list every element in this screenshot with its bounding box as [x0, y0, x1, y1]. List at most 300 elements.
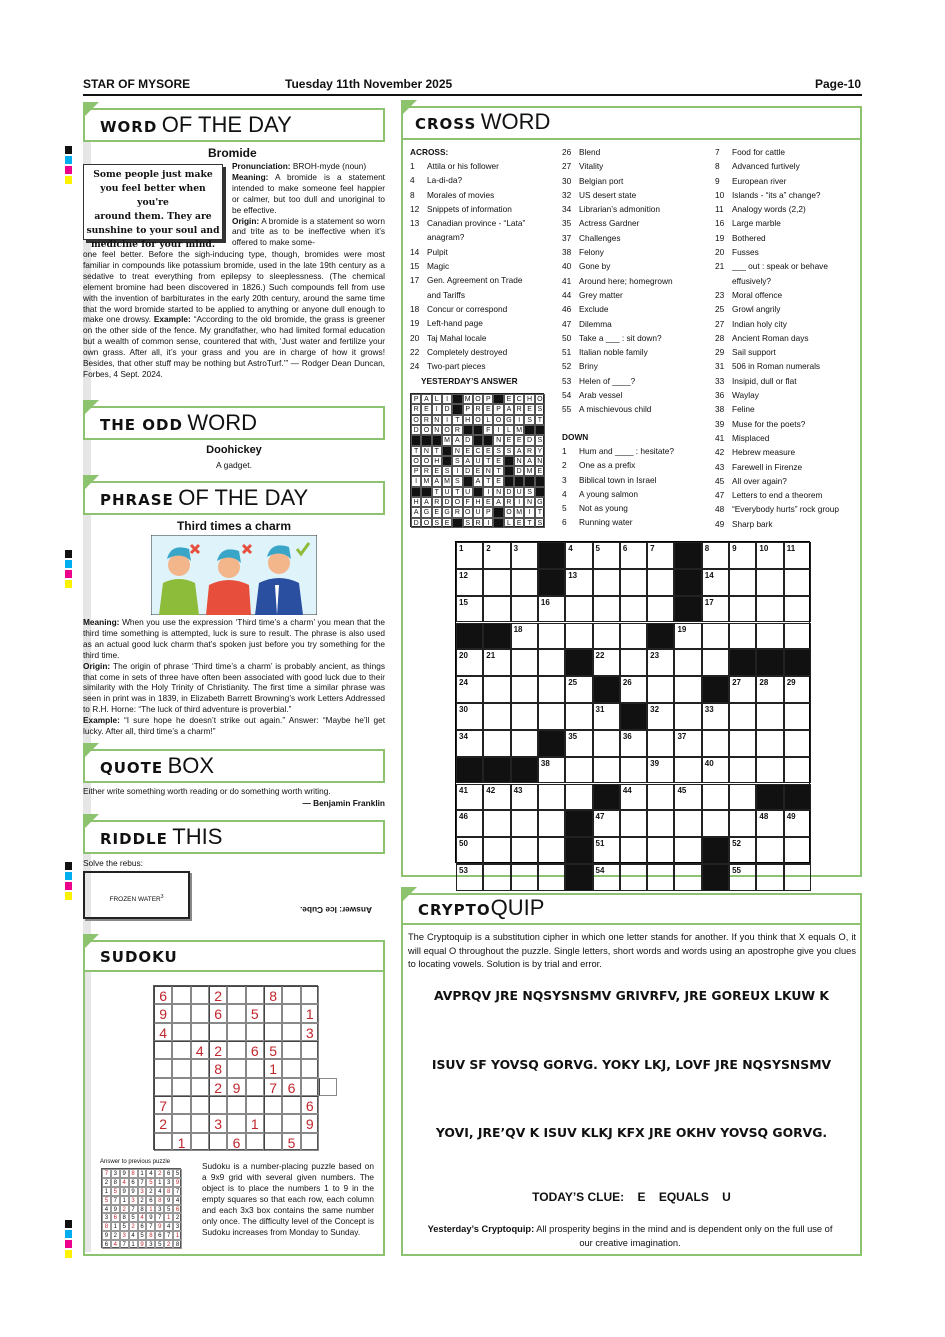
- crossword-cell[interactable]: 20: [456, 649, 483, 676]
- clue-number: 26: [562, 147, 572, 157]
- prev-sudoku-cell: 5: [111, 1187, 120, 1196]
- crossword-cell[interactable]: 49: [784, 810, 811, 837]
- crossword-cell[interactable]: [483, 703, 510, 730]
- crossword-cell[interactable]: [702, 810, 729, 837]
- yesterday-cell: T: [483, 456, 493, 466]
- clue-text: anagram?: [427, 232, 465, 243]
- crossword-cell[interactable]: [674, 837, 701, 864]
- crossword-cell[interactable]: [674, 703, 701, 730]
- yesterday-cell: C: [514, 394, 524, 404]
- crossword-cell[interactable]: 45: [674, 784, 701, 811]
- crossword-cell[interactable]: [729, 810, 756, 837]
- yesterday-cell: L: [432, 394, 442, 404]
- crossword-cell[interactable]: [756, 837, 783, 864]
- crossword-cell[interactable]: [565, 596, 592, 623]
- clue-item: [562, 345, 673, 359]
- crossword-cell[interactable]: [702, 623, 729, 650]
- yesterday-cell: D: [504, 487, 514, 497]
- crossword-cell: [702, 837, 729, 864]
- clue-number: 29: [715, 347, 725, 358]
- crossword-cell[interactable]: [647, 676, 674, 703]
- sudoku-cell[interactable]: [301, 1059, 319, 1077]
- sudoku-cell[interactable]: [227, 1004, 245, 1022]
- clue-item: [715, 460, 839, 474]
- crossword-cell[interactable]: 40: [702, 757, 729, 784]
- yesterday-cell: I: [483, 518, 493, 528]
- crossword-cell[interactable]: [729, 703, 756, 730]
- cryptoquip-intro: The Cryptoquip is a substitution cipher in which one letter stands for another. If you think that X equals O, it will equal O throughout the puzzle. Single letters, short words and words using an apostrophe give you clues to locating vowels. Solution is by trial and error.: [408, 932, 856, 969]
- crossword-cell[interactable]: [784, 703, 811, 730]
- sudoku-cell[interactable]: [191, 1096, 209, 1114]
- sudoku-cell[interactable]: [191, 1133, 209, 1151]
- sudoku-cell[interactable]: [191, 1114, 209, 1132]
- crossword-cell[interactable]: [702, 730, 729, 757]
- sudoku-cell[interactable]: [264, 1114, 282, 1132]
- sudoku-cell[interactable]: [191, 1059, 209, 1077]
- crossword-cell[interactable]: [483, 596, 510, 623]
- yesterday-cell: E: [483, 497, 493, 507]
- prev-sudoku-cell: 6: [138, 1222, 147, 1231]
- clue-item: [410, 259, 525, 273]
- crossword-cell[interactable]: [483, 864, 510, 891]
- clue-number: 52: [562, 361, 572, 372]
- crossword-cell[interactable]: [784, 837, 811, 864]
- crossword-cell[interactable]: [565, 784, 592, 811]
- sudoku-cell[interactable]: [282, 1114, 300, 1132]
- crossword-cell[interactable]: [647, 837, 674, 864]
- sudoku-cell[interactable]: [227, 1023, 245, 1041]
- crossword-cell[interactable]: [511, 837, 538, 864]
- crossword-cell[interactable]: 37: [674, 730, 701, 757]
- yesterday-cell: G: [504, 415, 514, 425]
- sudoku-cell[interactable]: [172, 1004, 190, 1022]
- crossword-cell[interactable]: 43: [511, 784, 538, 811]
- crossword-cell[interactable]: [483, 837, 510, 864]
- crossword-cell[interactable]: 17: [702, 596, 729, 623]
- clue-item: [410, 159, 525, 173]
- crossword-cell[interactable]: 44: [620, 784, 647, 811]
- crossword-cell[interactable]: [647, 784, 674, 811]
- crossword-cell[interactable]: [565, 757, 592, 784]
- sudoku-prev-label: Answer to previous puzzle: [100, 1159, 171, 1165]
- crossword-cell[interactable]: [538, 837, 565, 864]
- phrase-of-day-title: PHRASE OF THE DAY: [100, 485, 309, 510]
- sudoku-cell: 5: [282, 1133, 300, 1151]
- crossword-cell[interactable]: [674, 757, 701, 784]
- sudoku-cell[interactable]: [209, 1133, 227, 1151]
- crossword-cell[interactable]: 12: [456, 569, 483, 596]
- crossword-cell[interactable]: [620, 864, 647, 891]
- sudoku-cell[interactable]: [172, 1096, 190, 1114]
- crossword-cell[interactable]: [511, 864, 538, 891]
- crossword-cell[interactable]: 55: [729, 864, 756, 891]
- prev-sudoku-cell: 9: [120, 1187, 129, 1196]
- crossword-cell[interactable]: [511, 810, 538, 837]
- yesterday-cell: D: [411, 518, 421, 528]
- prev-sudoku-cell: 7: [111, 1196, 120, 1205]
- crossword-cell[interactable]: 54: [593, 864, 620, 891]
- crossword-cell[interactable]: [729, 784, 756, 811]
- sudoku-cell[interactable]: [246, 1059, 264, 1077]
- crossword-cell[interactable]: [647, 864, 674, 891]
- sudoku-cell[interactable]: [154, 1078, 172, 1096]
- crossword-cell: [538, 542, 565, 569]
- yesterday-cell: U: [473, 507, 483, 517]
- prev-sudoku-cell: 2: [164, 1240, 173, 1249]
- crossword-cell[interactable]: [784, 757, 811, 784]
- yesterday-cell: L: [504, 518, 514, 528]
- crossword-cell[interactable]: 53: [456, 864, 483, 891]
- prev-sudoku-cell: 5: [173, 1169, 182, 1178]
- clue-item: [562, 274, 673, 288]
- sudoku-cell[interactable]: [246, 986, 264, 1004]
- sudoku-cell[interactable]: [246, 1078, 264, 1096]
- crossword-cell[interactable]: 29: [784, 676, 811, 703]
- crossword-cell[interactable]: [538, 649, 565, 676]
- clue-text: “Everybody hurts” rock group: [732, 504, 839, 515]
- clue-text: Challenges: [579, 232, 621, 243]
- crossword-cell[interactable]: 26: [620, 676, 647, 703]
- crossword-cell[interactable]: 15: [456, 596, 483, 623]
- clue-number: 10: [715, 189, 725, 200]
- crossword-cell[interactable]: [538, 864, 565, 891]
- crossword-cell[interactable]: 27: [729, 676, 756, 703]
- sudoku-cell: 2: [209, 1078, 227, 1096]
- sudoku-cell[interactable]: [282, 1041, 300, 1059]
- yesterday-cell: A: [504, 404, 514, 414]
- crossword-cell[interactable]: [511, 730, 538, 757]
- crossword-cell[interactable]: [511, 649, 538, 676]
- across-clues-1: [410, 159, 525, 373]
- yesterday-cell: T: [432, 487, 442, 497]
- clue-item: [562, 473, 674, 487]
- crossword-cell[interactable]: [620, 837, 647, 864]
- crossword-cell[interactable]: [647, 810, 674, 837]
- crossword-cell[interactable]: 11: [784, 542, 811, 569]
- clue-number: 36: [715, 390, 725, 401]
- crossword-cell[interactable]: 34: [456, 730, 483, 757]
- crossword-cell[interactable]: 24: [456, 676, 483, 703]
- crossword-cell[interactable]: [593, 623, 620, 650]
- crossword-cell[interactable]: [593, 730, 620, 757]
- yesterday-cell: A: [421, 394, 431, 404]
- crossword-cell[interactable]: [729, 623, 756, 650]
- sudoku-cell[interactable]: [246, 1023, 264, 1041]
- crossword-cell[interactable]: 22: [593, 649, 620, 676]
- sudoku-cell[interactable]: [282, 986, 300, 1004]
- crossword-cell[interactable]: 50: [456, 837, 483, 864]
- prev-sudoku-cell: 8: [173, 1240, 182, 1249]
- crossword-cell[interactable]: 5: [593, 542, 620, 569]
- crossword-cell[interactable]: [674, 810, 701, 837]
- crossword-cell[interactable]: [511, 703, 538, 730]
- sudoku-cell[interactable]: [301, 1133, 319, 1151]
- clue-item: [715, 345, 839, 359]
- yesterday-cell: R: [421, 466, 431, 476]
- crossword-cell[interactable]: 21: [483, 649, 510, 676]
- clue-number: 41: [715, 432, 725, 443]
- yesterday-cell: I: [493, 425, 503, 435]
- yesterday-cell: [524, 425, 534, 435]
- crossword-cell[interactable]: 14: [702, 569, 729, 596]
- sudoku-cell[interactable]: [264, 1133, 282, 1151]
- sudoku-cell[interactable]: [209, 1096, 227, 1114]
- crossword-cell[interactable]: [511, 676, 538, 703]
- sudoku-cell[interactable]: [246, 1096, 264, 1114]
- crossword-cell[interactable]: [647, 730, 674, 757]
- clue-item: [562, 444, 674, 458]
- crossword-cell[interactable]: [620, 569, 647, 596]
- crossword-cell[interactable]: [702, 649, 729, 676]
- sudoku-cell[interactable]: [172, 1023, 190, 1041]
- crossword-grid[interactable]: [455, 541, 810, 875]
- crossword-cell[interactable]: [538, 676, 565, 703]
- yesterday-cell: M: [514, 425, 524, 435]
- sudoku-cell[interactable]: [172, 1059, 190, 1077]
- clue-text: Helen of ____?: [579, 375, 636, 386]
- crossword-cell[interactable]: [729, 596, 756, 623]
- crossword-cell[interactable]: 36: [620, 730, 647, 757]
- crossword-cell[interactable]: 41: [456, 784, 483, 811]
- sudoku-cell[interactable]: [301, 1041, 319, 1059]
- sudoku-cell[interactable]: [227, 1059, 245, 1077]
- crossword-cell[interactable]: [784, 596, 811, 623]
- crossword-cell[interactable]: 6: [620, 542, 647, 569]
- crossword-cell[interactable]: 13: [565, 569, 592, 596]
- sudoku-cell[interactable]: [191, 1023, 209, 1041]
- crossword-cell: [593, 784, 620, 811]
- sudoku-cell[interactable]: [301, 1078, 319, 1096]
- clue-item: [562, 174, 673, 188]
- clue-text: Grey matter: [579, 289, 623, 300]
- crossword-cell[interactable]: [756, 703, 783, 730]
- prev-sudoku-cell: 9: [102, 1231, 111, 1240]
- sudoku-cell[interactable]: [264, 1004, 282, 1022]
- crossword-cell[interactable]: [593, 596, 620, 623]
- sudoku-cell[interactable]: [282, 1096, 300, 1114]
- clue-item: [410, 245, 525, 259]
- sudoku-cell: 4: [154, 1023, 172, 1041]
- clue-text: One as a prefix: [579, 460, 636, 471]
- crossword-cell[interactable]: 23: [647, 649, 674, 676]
- crossword-cell[interactable]: [674, 676, 701, 703]
- crossword-cell[interactable]: [593, 757, 620, 784]
- crossword-cell[interactable]: 46: [456, 810, 483, 837]
- clue-number: 35: [562, 218, 572, 229]
- yesterday-cell: T: [535, 415, 545, 425]
- prev-sudoku-cell: 2: [173, 1213, 182, 1222]
- clue-text: Misplaced: [732, 432, 770, 443]
- prev-sudoku-cell: 6: [102, 1240, 111, 1249]
- prev-sudoku-cell: 6: [164, 1169, 173, 1178]
- crossword-cell[interactable]: 1: [456, 542, 483, 569]
- crossword-cell[interactable]: 51: [593, 837, 620, 864]
- crossword-cell: [456, 623, 483, 650]
- prev-sudoku-cell: 9: [138, 1240, 147, 1249]
- crossword-cell[interactable]: 42: [483, 784, 510, 811]
- sudoku-cell[interactable]: [172, 1078, 190, 1096]
- crossword-cell[interactable]: [620, 649, 647, 676]
- clue-text: La-di-da?: [427, 175, 463, 186]
- crossword-cell[interactable]: [756, 569, 783, 596]
- crossword-cell[interactable]: [784, 569, 811, 596]
- crossword-cell[interactable]: [756, 864, 783, 891]
- clue-text: Farewell in Firenze: [732, 461, 803, 472]
- crossword-cell[interactable]: [674, 649, 701, 676]
- crossword-cell[interactable]: 48: [756, 810, 783, 837]
- yesterday-cell: A: [473, 476, 483, 486]
- clue-item: [715, 216, 839, 230]
- crossword-cell[interactable]: [756, 623, 783, 650]
- crossword-cell[interactable]: [647, 596, 674, 623]
- crossword-cell[interactable]: [620, 596, 647, 623]
- yesterday-cell: R: [452, 507, 462, 517]
- sudoku-cell[interactable]: [209, 1023, 227, 1041]
- crossword-cell[interactable]: 8: [702, 542, 729, 569]
- crossword-cell[interactable]: [565, 703, 592, 730]
- crossword-cell[interactable]: [538, 623, 565, 650]
- crossword-cell[interactable]: [756, 757, 783, 784]
- crossword-cell[interactable]: [729, 730, 756, 757]
- sudoku-cell[interactable]: [246, 1133, 264, 1151]
- crossword-cell[interactable]: 25: [565, 676, 592, 703]
- sudoku-cell[interactable]: [282, 1059, 300, 1077]
- crossword-cell[interactable]: [784, 730, 811, 757]
- crossword-cell[interactable]: 2: [483, 542, 510, 569]
- crossword-cell[interactable]: [538, 784, 565, 811]
- crossword-cell[interactable]: [538, 810, 565, 837]
- crossword-cell[interactable]: [593, 569, 620, 596]
- crossword-cell[interactable]: 16: [538, 596, 565, 623]
- crossword-cell[interactable]: [483, 810, 510, 837]
- crossword-cell[interactable]: [511, 569, 538, 596]
- crossword-cell[interactable]: 32: [647, 703, 674, 730]
- crossword-cell[interactable]: [483, 730, 510, 757]
- sudoku-title: SUDOKU: [100, 948, 178, 966]
- sudoku-cell[interactable]: [264, 1096, 282, 1114]
- crossword-cell[interactable]: [620, 623, 647, 650]
- prev-sudoku-cell: 2: [102, 1178, 111, 1187]
- yesterday-cell: [483, 435, 493, 445]
- clue-item: [715, 474, 839, 488]
- crossword-cell[interactable]: [511, 596, 538, 623]
- sudoku-cell: 2: [209, 986, 227, 1004]
- prev-sudoku-cell: 2: [146, 1187, 155, 1196]
- crossword-cell[interactable]: [756, 730, 783, 757]
- sudoku-cell[interactable]: [301, 986, 319, 1004]
- yesterday-cell: D: [442, 404, 452, 414]
- sudoku-grid[interactable]: [153, 985, 318, 1150]
- crossword-cell[interactable]: 18: [511, 623, 538, 650]
- yesterday-cell: [421, 487, 431, 497]
- crossword-cell[interactable]: 7: [647, 542, 674, 569]
- prev-sudoku-cell: 4: [155, 1187, 164, 1196]
- clue-number: 42: [715, 447, 725, 458]
- crossword-cell[interactable]: [483, 569, 510, 596]
- clue-text: Growl angrily: [732, 304, 781, 315]
- crossword-cell[interactable]: 47: [593, 810, 620, 837]
- sudoku-cell[interactable]: [227, 1114, 245, 1132]
- yesterday-cell: S: [504, 446, 514, 456]
- crossword-cell[interactable]: [784, 864, 811, 891]
- sudoku-cell[interactable]: [227, 1096, 245, 1114]
- yesterday-answer-label: YESTERDAY’S ANSWER: [421, 376, 518, 386]
- sudoku-cell[interactable]: [191, 986, 209, 1004]
- crossword-cell[interactable]: 9: [729, 542, 756, 569]
- sudoku-cell[interactable]: [227, 1041, 245, 1059]
- clue-text: Arab vessel: [579, 390, 623, 401]
- crossword-cell[interactable]: [702, 784, 729, 811]
- crossword-cell[interactable]: [483, 676, 510, 703]
- crossword-cell[interactable]: [620, 810, 647, 837]
- crossword-cell[interactable]: [729, 569, 756, 596]
- yesterday-cell: D: [463, 435, 473, 445]
- sudoku-cell[interactable]: [154, 1059, 172, 1077]
- crossword-cell[interactable]: [565, 623, 592, 650]
- crossword-cell[interactable]: 19: [674, 623, 701, 650]
- crossword-cell[interactable]: [729, 757, 756, 784]
- yesterday-cell: E: [483, 446, 493, 456]
- crossword-cell: [565, 864, 592, 891]
- crossword-cell[interactable]: [756, 596, 783, 623]
- crossword-cell[interactable]: 38: [538, 757, 565, 784]
- yesterday-cell: [473, 425, 483, 435]
- crossword-cell[interactable]: 52: [729, 837, 756, 864]
- crossword-cell[interactable]: [784, 623, 811, 650]
- sudoku-cell[interactable]: [227, 986, 245, 1004]
- crossword-cell[interactable]: [674, 864, 701, 891]
- clue-text: Sharp bark: [732, 518, 773, 529]
- crossword-cell[interactable]: 39: [647, 757, 674, 784]
- crossword-cell[interactable]: 3: [511, 542, 538, 569]
- crossword-cell[interactable]: 31: [593, 703, 620, 730]
- sudoku-cell[interactable]: [172, 986, 190, 1004]
- sudoku-previous-answer: [101, 1168, 181, 1248]
- yesterday-cell: M: [514, 507, 524, 517]
- crossword-cell[interactable]: [620, 757, 647, 784]
- sudoku-cell[interactable]: [319, 1078, 337, 1096]
- clue-item: [715, 259, 839, 273]
- crossword-cell[interactable]: [647, 569, 674, 596]
- sudoku-cell: 8: [264, 986, 282, 1004]
- sudoku-cell[interactable]: [154, 1041, 172, 1059]
- sudoku-cell[interactable]: [282, 1023, 300, 1041]
- sudoku-cell: 8: [209, 1059, 227, 1077]
- sudoku-cell[interactable]: [282, 1004, 300, 1022]
- sudoku-cell[interactable]: [154, 1133, 172, 1151]
- crossword-cell[interactable]: 35: [565, 730, 592, 757]
- yesterday-cell: N: [483, 466, 493, 476]
- sudoku-cell[interactable]: [172, 1114, 190, 1132]
- clue-number: 8: [715, 161, 720, 172]
- sudoku-cell[interactable]: [191, 1004, 209, 1022]
- yesterday-cell: [452, 518, 462, 528]
- yesterday-answer-grid: [410, 393, 544, 527]
- crossword-cell[interactable]: [538, 703, 565, 730]
- yesterday-cell: N: [493, 435, 503, 445]
- sudoku-cell[interactable]: [191, 1078, 209, 1096]
- clue-item: [410, 202, 525, 216]
- sudoku-cell[interactable]: [172, 1041, 190, 1059]
- crossword-cell[interactable]: 28: [756, 676, 783, 703]
- crossword-cell[interactable]: 4: [565, 542, 592, 569]
- crossword-cell[interactable]: 30: [456, 703, 483, 730]
- yesterday-cell: O: [421, 456, 431, 466]
- crossword-cell[interactable]: 10: [756, 542, 783, 569]
- crossword-cell[interactable]: 33: [702, 703, 729, 730]
- clue-item: [715, 288, 839, 302]
- sudoku-cell[interactable]: [264, 1023, 282, 1041]
